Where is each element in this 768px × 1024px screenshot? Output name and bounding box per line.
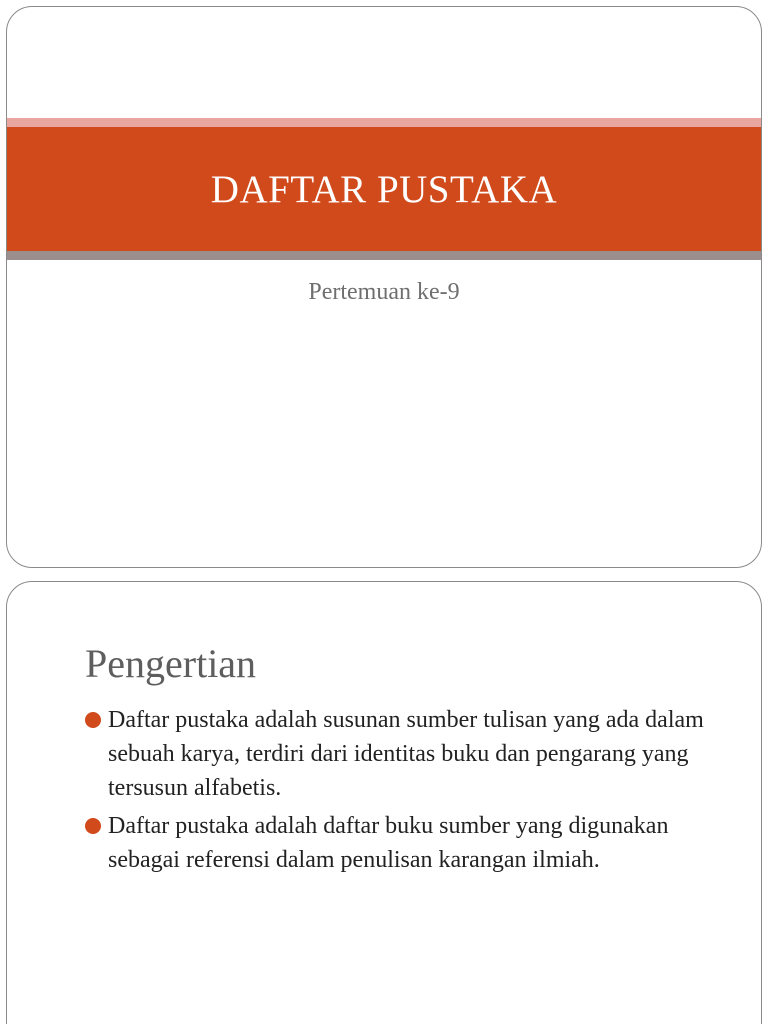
bullet-text: Daftar pustaka adalah susunan sumber tulisan yang ada dalam sebuah karya, terdiri dari identitas buku dan pengarang yang tersusun alfabetis. [108, 707, 704, 801]
slide-subtitle: Pertemuan ke-9 [308, 279, 460, 305]
bullet-item [85, 809, 735, 877]
content-slide [6, 581, 762, 1024]
bullet-item [85, 703, 735, 805]
bullet-list [85, 703, 735, 881]
slide-title: DAFTAR PUSTAKA [210, 167, 558, 211]
title-band-bottom-stripe [7, 251, 761, 260]
title-slide [6, 6, 762, 568]
bullet-dot-icon [85, 712, 101, 728]
bullet-dot-icon [85, 818, 101, 834]
title-band-top-stripe [7, 118, 761, 127]
bullet-text: Daftar pustaka adalah daftar buku sumber yang digunakan sebagai referensi dalam penulisan karangan ilmiah. [108, 813, 669, 873]
slide-heading: Pengertian [85, 641, 257, 686]
